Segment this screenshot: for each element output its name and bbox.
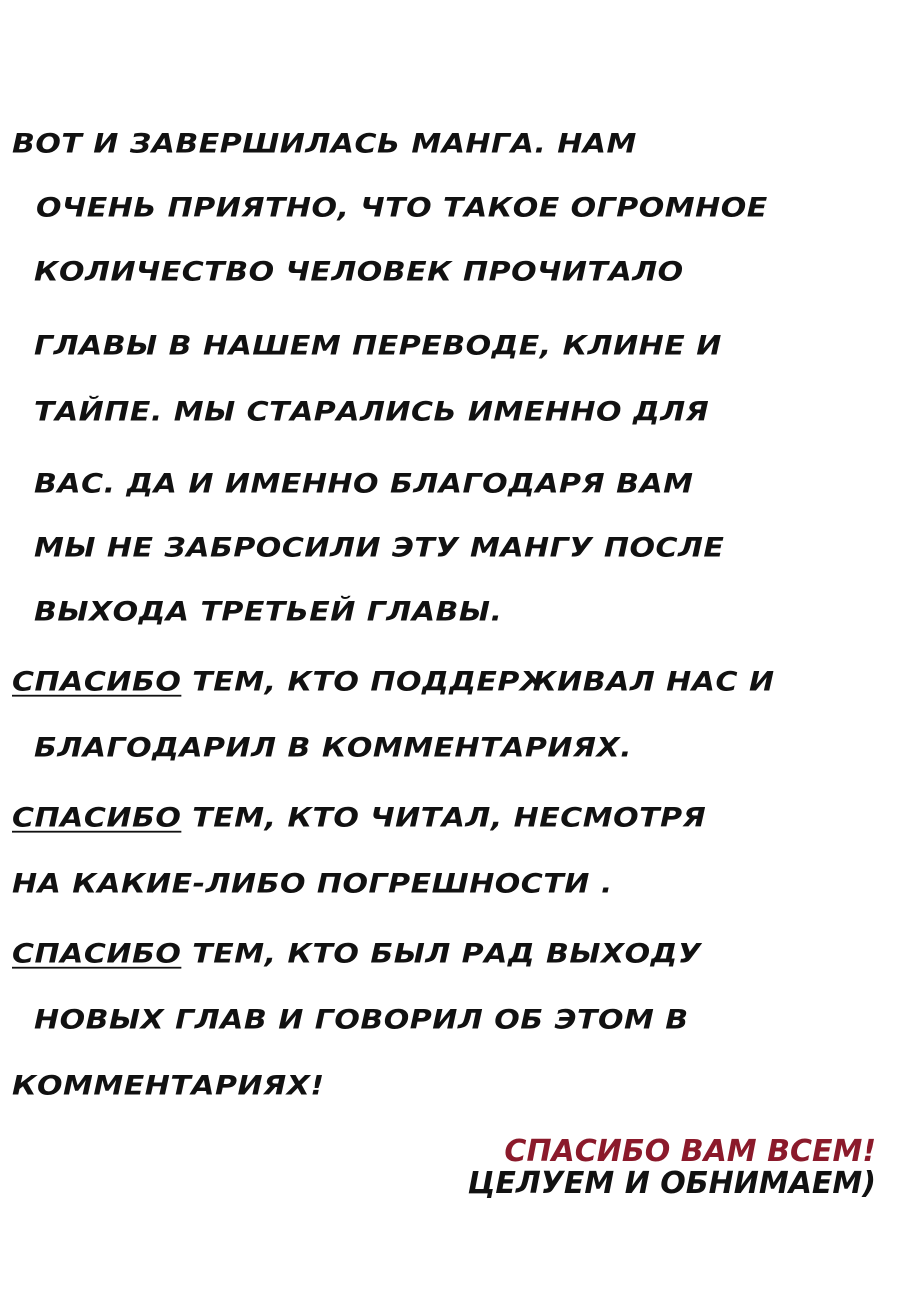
closing-thanks: СПАСИБО ВАМ ВСЕМ! xyxy=(504,1134,876,1169)
thanks-line-1-cont: БЛАГОДАРИЛ В КОММЕНТАРИЯХ. xyxy=(34,732,633,764)
thanks-line-3-cont-2: КОММЕНТАРИЯХ! xyxy=(12,1070,325,1102)
thanks-line-2-cont: НА КАКИЕ-ЛИБО ПОГРЕШНОСТИ . xyxy=(12,868,613,900)
thanks-text: ТЕМ, КТО БЫЛ РАД ВЫХОДУ xyxy=(181,938,702,970)
text-line-1: ВОТ И ЗАВЕРШИЛАСЬ МАНГА. НАМ xyxy=(12,128,637,160)
thanks-line-3-cont: НОВЫХ ГЛАВ И ГОВОРИЛ ОБ ЭТОМ В xyxy=(34,1004,689,1036)
thanks-word: СПАСИБО xyxy=(12,938,182,970)
closing-hugs: ЦЕЛУЕМ И ОБНИМАЕМ) xyxy=(467,1166,876,1201)
thanks-line-1 xyxy=(12,666,775,698)
text-line-2: ОЧЕНЬ ПРИЯТНО, ЧТО ТАКОЕ ОГРОМНОЕ xyxy=(36,192,768,224)
thanks-line-2 xyxy=(12,802,706,834)
text-line-5: ТАЙПЕ. МЫ СТАРАЛИСЬ ИМЕННО ДЛЯ xyxy=(34,396,710,428)
closing-message xyxy=(468,1136,876,1200)
text-line-7: МЫ НЕ ЗАБРОСИЛИ ЭТУ МАНГУ ПОСЛЕ xyxy=(34,532,725,564)
thanks-text: ТЕМ, КТО ПОДДЕРЖИВАЛ НАС И xyxy=(181,666,775,698)
thanks-text: ТЕМ, КТО ЧИТАЛ, НЕСМОТРЯ xyxy=(181,802,707,834)
text-line-4: ГЛАВЫ В НАШЕМ ПЕРЕВОДЕ, КЛИНЕ И xyxy=(34,330,722,362)
thanks-word: СПАСИБО xyxy=(12,666,182,698)
thanks-word: СПАСИБО xyxy=(12,802,182,834)
thanks-line-3 xyxy=(12,938,701,970)
text-line-3: КОЛИЧЕСТВО ЧЕЛОВЕК ПРОЧИТАЛО xyxy=(34,256,684,288)
text-line-6: ВАС. ДА И ИМЕННО БЛАГОДАРЯ ВАМ xyxy=(34,468,694,500)
text-line-8: ВЫХОДА ТРЕТЬЕЙ ГЛАВЫ. xyxy=(34,596,503,628)
